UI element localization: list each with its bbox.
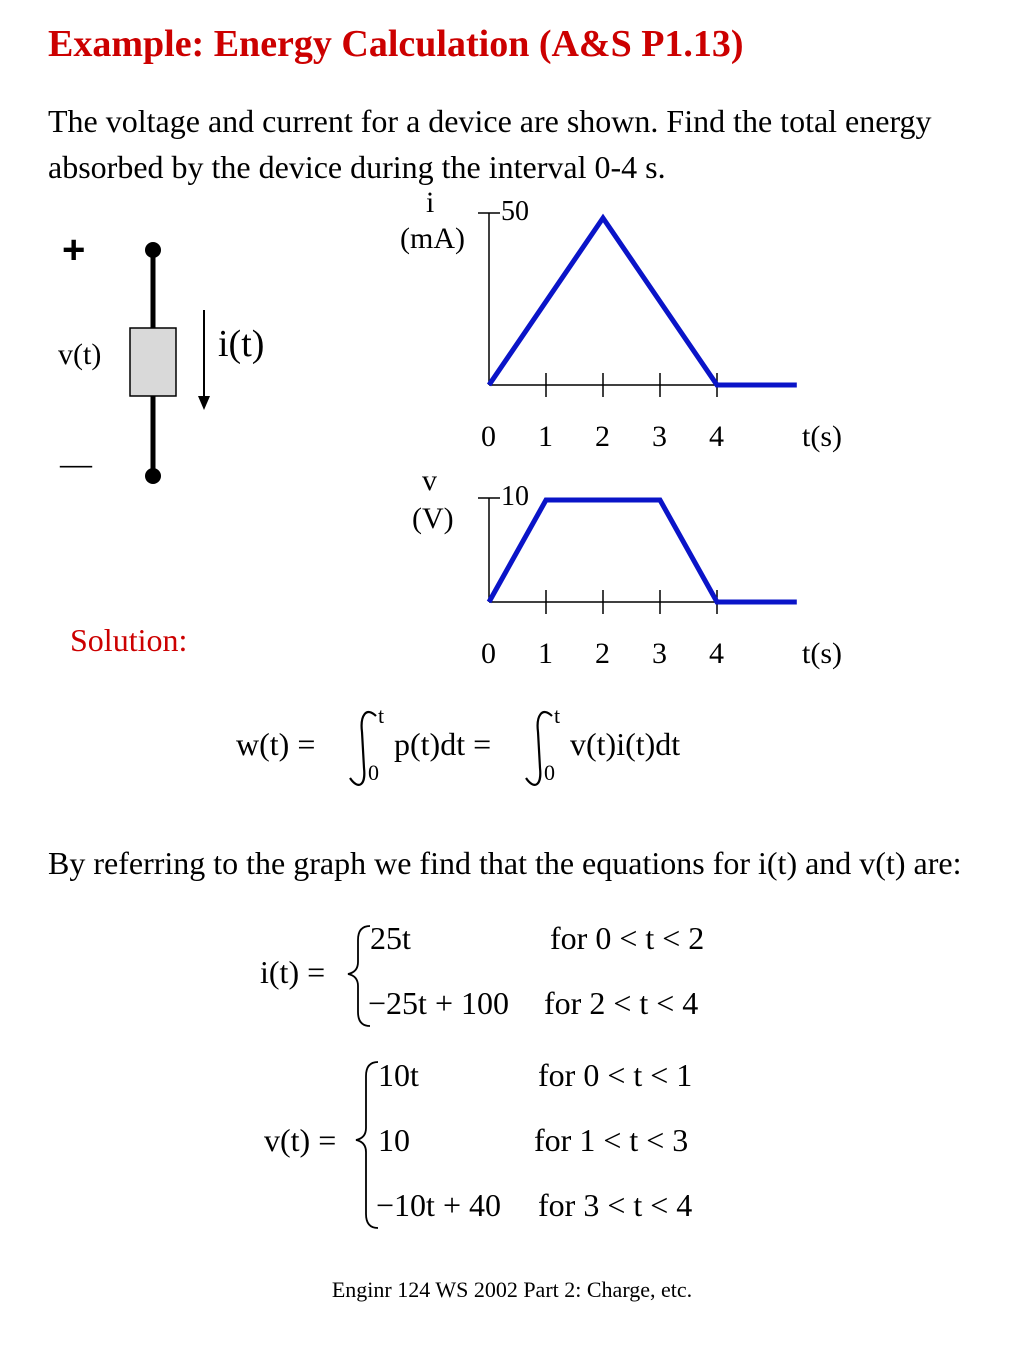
equation-braces bbox=[348, 926, 378, 1228]
v-case1-cond: for 0 < t < 1 bbox=[538, 1057, 693, 1093]
v-case1-expr: 10t bbox=[378, 1057, 419, 1093]
minus-sign: — bbox=[60, 445, 92, 481]
voltage-y-unit: (V) bbox=[412, 502, 454, 535]
energy-eq-lhs: w(t) = bbox=[236, 726, 316, 762]
voltage-label: v(t) bbox=[58, 338, 102, 371]
v-case3-expr: −10t + 40 bbox=[376, 1187, 501, 1223]
bottom-terminal bbox=[145, 468, 161, 484]
voltage-series-line bbox=[489, 500, 797, 602]
voltage-x-label: t(s) bbox=[802, 637, 842, 670]
current-x-tick-label: 2 bbox=[595, 420, 610, 453]
current-x-tick-label: 4 bbox=[709, 420, 724, 453]
current-x-tick-label: 1 bbox=[538, 420, 553, 453]
current-label: i(t) bbox=[218, 323, 265, 365]
voltage-y-label: v bbox=[422, 464, 437, 497]
voltage-x-tick-label: 3 bbox=[652, 637, 667, 670]
problem-statement: The voltage and current for a device are shown. Find the total energy absorbed by the device during the interval 0-4 s. bbox=[48, 103, 932, 185]
voltage-x-tick-label: 1 bbox=[538, 637, 553, 670]
voltage-graph-axes bbox=[478, 498, 797, 614]
current-x-tick-label: 3 bbox=[652, 420, 667, 453]
i-brace bbox=[348, 926, 370, 1026]
v-case2-cond: for 1 < t < 3 bbox=[534, 1122, 689, 1158]
v-eq-lhs: v(t) = bbox=[264, 1122, 337, 1158]
current-y-tick-label: 50 bbox=[501, 196, 529, 227]
integral-1-lower: 0 bbox=[368, 760, 379, 785]
solution-label: Solution: bbox=[70, 622, 188, 658]
plus-sign: + bbox=[62, 228, 86, 272]
voltage-x-tick-label: 4 bbox=[709, 637, 724, 670]
integral-2-lower: 0 bbox=[544, 760, 555, 785]
i-eq-lhs: i(t) = bbox=[260, 954, 326, 990]
voltage-x-tick-label: 2 bbox=[595, 637, 610, 670]
current-y-unit: (mA) bbox=[400, 222, 465, 255]
voltage-y-tick-label: 10 bbox=[501, 481, 529, 512]
circuit-diagram bbox=[130, 242, 210, 484]
current-x-label: t(s) bbox=[802, 420, 842, 453]
i-case2-expr: −25t + 100 bbox=[368, 985, 509, 1021]
current-y-label: i bbox=[426, 186, 435, 219]
integral-1-upper: t bbox=[378, 703, 385, 728]
device-box bbox=[130, 328, 176, 396]
energy-eq-term1: p(t)dt = bbox=[394, 726, 492, 762]
v-case3-cond: for 3 < t < 4 bbox=[538, 1187, 693, 1223]
i-case1-cond: for 0 < t < 2 bbox=[550, 920, 705, 956]
i-case2-cond: for 2 < t < 4 bbox=[544, 985, 699, 1021]
v-brace bbox=[356, 1062, 378, 1228]
footer: Enginr 124 WS 2002 Part 2: Charge, etc. bbox=[331, 1277, 693, 1302]
current-arrow-icon bbox=[198, 396, 210, 410]
v-case2-expr: 10 bbox=[378, 1122, 410, 1158]
current-x-tick-label: 0 bbox=[481, 420, 496, 453]
equations-intro: By referring to the graph we find that the equations for i(t) and v(t) are: bbox=[48, 845, 962, 881]
page-title: Example: Energy Calculation (A&S P1.13) bbox=[48, 23, 744, 65]
current-series-line bbox=[489, 218, 797, 385]
i-case1-expr: 25t bbox=[370, 920, 411, 956]
current-graph-axes bbox=[478, 213, 797, 397]
energy-eq-term2: v(t)i(t)dt bbox=[570, 726, 681, 762]
integral-2-upper: t bbox=[554, 703, 561, 728]
voltage-x-tick-label: 0 bbox=[481, 637, 496, 670]
